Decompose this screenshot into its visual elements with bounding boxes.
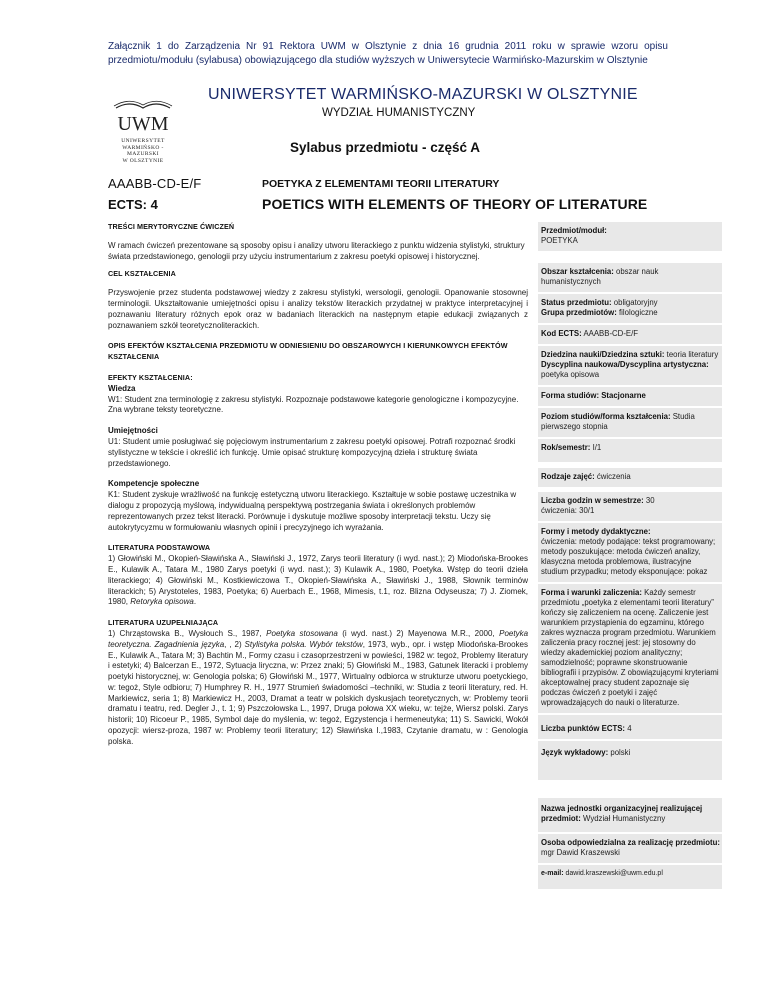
subheading: Kompetencje społeczne — [108, 479, 200, 489]
email-link[interactable]: dawid.kraszewski@uwm.edu.pl — [563, 870, 663, 877]
class-type-row — [538, 468, 722, 489]
language-row — [538, 741, 722, 782]
section-heading: LITERATURA UZUPEŁNIAJĄCA — [108, 618, 219, 628]
field-value: poetyka opisowa — [541, 370, 600, 379]
status-row — [538, 294, 722, 325]
spacer — [538, 253, 722, 263]
study-level-row — [538, 408, 722, 439]
field-label: Osoba odpowiedzialna za realizację przedmiotu: — [541, 838, 720, 847]
field-value: I/1 — [590, 443, 602, 452]
field-label: Przedmiot/moduł: — [541, 226, 607, 235]
credit-conditions-row — [538, 584, 722, 715]
logo-caption-line: UNIWERSYTET — [121, 138, 165, 144]
field-label: Liczba godzin w semestrze: — [541, 496, 644, 505]
field-value: polski — [608, 748, 631, 757]
field-label: Liczba punktów ECTS: — [541, 724, 626, 733]
field-value: obligatoryjny — [611, 298, 658, 307]
field-label: Nazwa jednostki organizacyjnej realizującej przedmiot: — [541, 804, 703, 823]
field-label: Obszar kształcenia: — [541, 267, 614, 276]
field-label: Grupa przedmiotów: — [541, 308, 617, 317]
field-value: ćwiczenia — [594, 472, 631, 481]
ects-points-row — [538, 715, 722, 741]
subheading: Wiedza — [108, 383, 136, 393]
book-logo-icon — [108, 94, 178, 138]
field-label: Rodzaje zajęć: — [541, 472, 595, 481]
logo-caption-line: W OLSZTYNIE — [122, 157, 164, 164]
discipline-row — [538, 346, 722, 387]
section-heading: TREŚCI MERYTORYCZNE ĆWICZEŃ — [108, 222, 235, 231]
ects-code-row — [538, 325, 722, 346]
content-text: W ramach ćwiczeń prezentowane są sposoby opisu i analizy utworu literackiego z punktu widzenia stylistyki, struktury świata przedstawionego, genologii przy użyciu instrumentarium z zakresu poetyki opisowej i historycznej. — [108, 240, 525, 261]
field-value: Studia pierwszego stopnia — [541, 412, 695, 431]
attachment-note: Załącznik 1 do Zarządzenia Nr 91 Rektora UWM w Olsztynie z dnia 16 grudnia 2011 roku w sprawie wzoru opisu przedmiotu/modułu (sylabusa) obowiązującego dla studiów wyższych w Uniwersytecie Warmińsko-Mazurskim w Olsztynie — [108, 41, 668, 66]
field-label: Poziom studiów/forma kształcenia: — [541, 412, 671, 421]
field-value: obszar nauk humanistycznych — [541, 267, 659, 286]
subheading: Umiejętności — [108, 426, 158, 436]
responsible-person-row — [538, 834, 722, 865]
ects-label: ECTS: 4 — [108, 197, 158, 212]
field-value: ćwiczenia: 30/1 — [541, 506, 595, 515]
course-title-pl: POETYKA Z ELEMENTAMI TEORII LITERATURY — [262, 178, 500, 190]
faculty-name: WYDZIAŁ HUMANISTYCZNY — [322, 107, 476, 119]
field-label: Forma i warunki zaliczenia: — [541, 588, 642, 597]
field-label: Forma studiów: Stacjonarne — [541, 391, 646, 400]
study-form-row — [538, 387, 722, 408]
logo-caption — [108, 138, 178, 164]
field-value: teoria literatury — [664, 350, 719, 359]
field-label: e-mail: — [541, 870, 564, 877]
supplementary-literature: 1) Chrząstowska B., Wysłouch S., 1987, Poetyka stosowana (i wyd. nast.) 2) Mayenowa M.R., 2000, Poetyka teoretyczna. Zagadnienia języka, , 2) Stylistyka polska. Wybór tekstów, 1973, wyb., opr. i wstęp Miodońska-Brookes E., Kulawik A., Tatara M; 3) Bachtin M., Formy czasu i czasoprzestrzeni w powieści, 1982 w: tegoż, Problemy literatury i estetyki; 4) Balcerzan E., 1972, Sytuacja liryczna, w: Przez znaki; 5) Głowiński M., 1983, Gatunek literacki i problemy poetyki historycznej, w: Genologia polska; 6) Głowiński M., 1977, Wirtualny odbiorca w strukturze utworu poetyckiego, w: tegoż, Style odbioru; 7) Humphrey R. H., 1977 Strumień świadomości –techniki, w: Studia z teorii literatury, red. H. Markiewicz, seria 1; 8) Markiewicz H., 2003, Dramat a teatr w polskich dyskusjach teoretycznych, w: Problemy teorii dramatu i teatru, red. Degler J., t. 1; 9) Pszczołowska L., 1997, Druga połowa XX wieku, w: tejże, Wiersz polski. Zarys historii; 10) Ricoeur P., 1985, Symbol daje do myślenia, w: tegoż, Egzystencja i hermeneutyka; 11) S. Sawicki, Wokół opozycji: wiersz-proza, 1987 w: Problemy teorii literatury; 12) Sławińska I.,1983, Czytanie dramatu, w : Genologia polska. — [108, 628, 529, 746]
syllabus-title: Sylabus przedmiotu - część A — [290, 140, 481, 155]
skills-text: U1: Student umie posługiwać się pojęciowym instrumentarium z zakresu poetyki opisowej. Potrafi rozpoznać środki stylistyczne w tekście i określić ich funkcję. Umie opisać strukturę kompozycyjną dzieła i strukturę świata przedstawionego. — [108, 436, 516, 468]
field-value: filologiczne — [616, 308, 658, 317]
basic-literature: 1) Głowiński M., Okopień-Sławińska A., Sławiński J., 1972, Zarys teorii literatury (i wyd. nast.); 2) Miodońska-Brookes E., Kulawik A., Tatara M., 1980 Zarys poetyki (i wyd. nast.); 3) Kulawik A., 1980, Poetyka. Wstęp do teorii dzieła literackiego; 4) Głowiński M., Kostkiewiczowa T., Okopień-Sławińska A., Sławiński J., 1988, Słownik terminów literackich; 5) Arystoteles, 1983, Poetyka; 6) Auerbach E., 1968, Mimesis, t.1, roz. Blizna Odyseusza; 7) J. Ziomek, 1980, Retoryka opisowa. — [108, 554, 528, 607]
year-row — [538, 439, 722, 464]
info-sidebar — [538, 222, 722, 891]
main-content — [108, 222, 528, 758]
course-code: AAABB-CD-E/F — [108, 176, 202, 191]
knowledge-text: W1: Student zna terminologię z zakresu stylistyki. Rozpoznaje podstawowe kategorie genologiczne i kompozycyjne. Zna wybrane teksty teoretyczne. — [108, 394, 519, 415]
field-label: Rok/semestr: — [541, 443, 591, 452]
field-label: Formy i metody dydaktyczne: — [541, 527, 651, 536]
section-heading: OPIS EFEKTÓW KSZTAŁCENIA PRZEDMIOTU W ODNIESIENIU DO OBSZAROWYCH I KIERUNKOWYCH EFEKTÓW KSZTAŁCENIA — [108, 341, 508, 362]
field-value: mgr Dawid Kraszewski — [541, 848, 620, 857]
field-value: POETYKA — [541, 236, 578, 245]
section-heading: EFEKTY KSZTAŁCENIA: — [108, 372, 193, 382]
hours-row — [538, 492, 722, 523]
area-row — [538, 263, 722, 294]
competence-text: K1: Student zyskuje wrażliwość na funkcję estetyczną utworu literackiego. Kształtuje w sobie postawę uczestnika w dialogu z propozycją myślową, indywidualną perspektywą postrzegania świata i określonych problemów reprezentowanych przez tekst literacki. Porównuje i dyskutuje możliwe sposoby interpretacji tekstu. Uczy się autokrytycyzmu w formułowaniu własnych opinii i precyzyjnego ich wyrażania. — [108, 490, 517, 532]
email-row — [538, 865, 722, 891]
section-heading: LITERATURA PODSTAWOWA — [108, 543, 211, 553]
subject-row — [538, 222, 722, 253]
field-label: Język wykładowy: — [541, 748, 609, 757]
methods-row — [538, 523, 722, 584]
university-name: UNIWERSYTET WARMIŃSKO-MAZURSKI W OLSZTYNIE — [208, 86, 638, 103]
spacer — [538, 782, 722, 798]
university-logo — [108, 94, 178, 174]
field-value: 30 — [643, 496, 655, 505]
field-label: Dyscyplina naukowa/Dyscyplina artystyczna: — [541, 360, 709, 369]
logo-caption-line: WARMIŃSKO - MAZURSKI — [122, 144, 164, 157]
unit-row — [538, 798, 722, 834]
logo-text: UWM — [117, 113, 169, 135]
field-value: ćwiczenia: metody podające: tekst programowany; metody poszukujące: metoda ćwiczeń analizy, klasyczna metoda problemowa, ilustracyjne studium przypadku; metody eksponujące: pokaz — [541, 537, 716, 576]
section-heading: CEL KSZTAŁCENIA — [108, 269, 176, 279]
field-label: Kod ECTS: — [541, 329, 582, 338]
field-value: Wydział Humanistyczny — [580, 814, 666, 823]
field-label: Status przedmiotu: — [541, 298, 612, 307]
course-title-en: POETICS WITH ELEMENTS OF THEORY OF LITERATURE — [262, 196, 648, 212]
field-label: Dziedzina nauki/Dziedzina sztuki: — [541, 350, 665, 359]
goal-text: Przyswojenie przez studenta podstawowej wiedzy z zakresu stylistyki, wersologii, genologii. Opanowanie stosownej terminologii. Ukształtowanie umiejętności opisu i analizy tekstów literackich przydatnej w praktyce interpretacyjnej i poznawaniu literatury różnych epok oraz w badaniach literackich na następnym etapie edukacji związanych z poznawaniem szkół teoretycznoliterackich. — [108, 288, 528, 330]
field-value: Każdy semestr przedmiotu „poetyka z elementami teorii literatury” kończy się zaliczeniem na ocenę. Zaliczenie jest warunkiem przystąpienia do egzaminu, którego zakres wyznacza program przedmiotu. Warunkiem zaliczenia pracy rocznej jest: jej stosowny do wiedzy akademickiej poziom analityczny; samodzielność; poprawne skonstruowanie bibliografii i przypisów. Z obowiązującymi kryteriami akceptowalnej pracy student zapoznaje się podczas ćwiczeń z poetyki i zajęć wprowadzających do nauki o literaturze. — [541, 588, 719, 707]
field-value: AAABB-CD-E/F — [581, 329, 639, 338]
field-value: 4 — [625, 724, 632, 733]
